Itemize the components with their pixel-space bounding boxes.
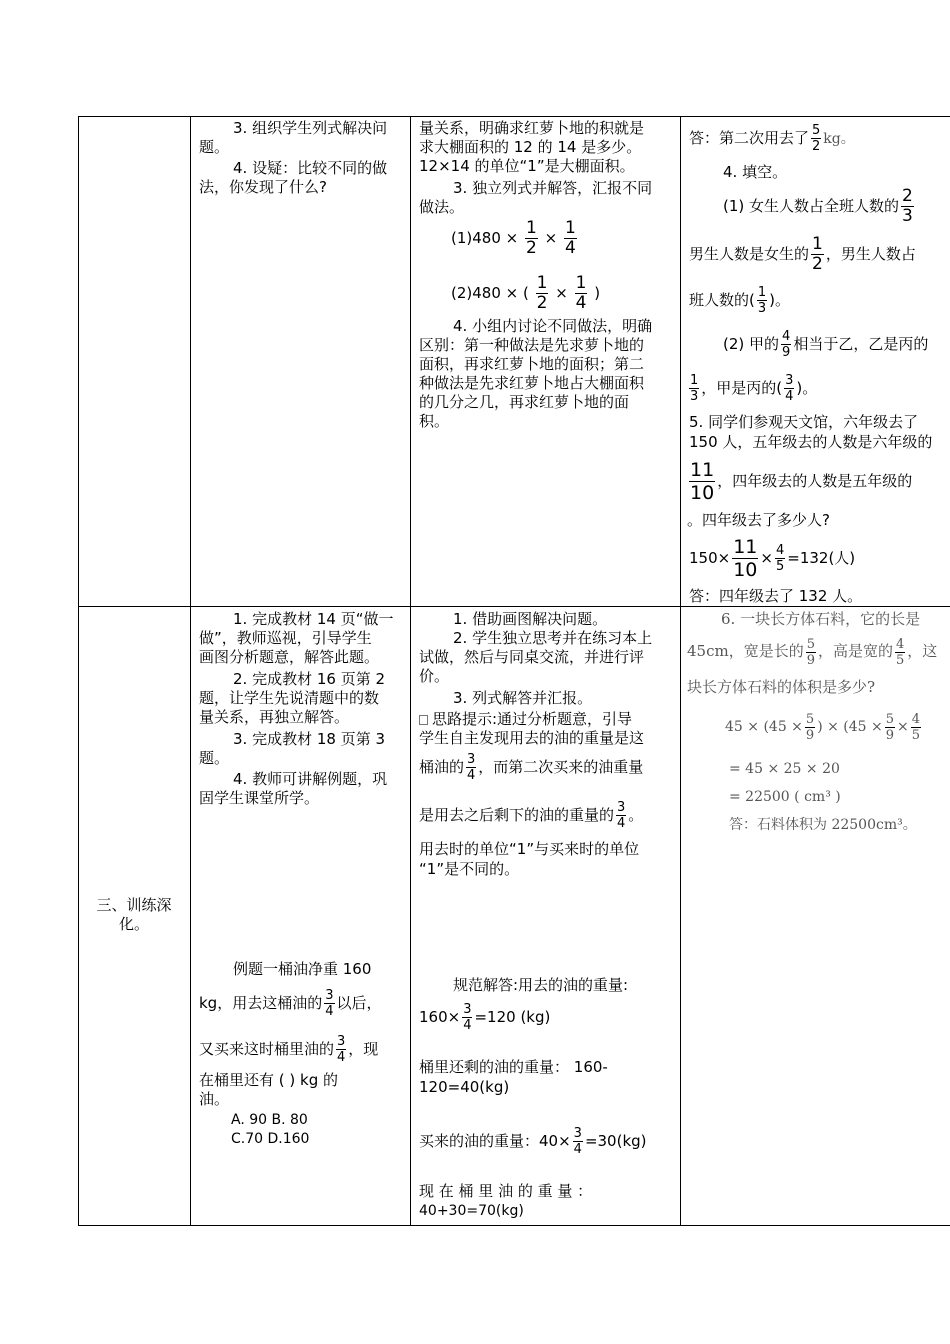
text-line: 3. 列式解答并汇报。 xyxy=(453,689,593,707)
stage-title: 化。 xyxy=(118,915,149,933)
text-line: 4. 教师可讲解例题，巩 xyxy=(233,770,388,788)
formula-2 xyxy=(451,274,600,313)
question-line: 6. 一块长方体石料，它的长是 xyxy=(721,610,921,628)
text-line: 3. 完成教材 18 页第 3 xyxy=(233,730,386,748)
row1-teacher-cell xyxy=(195,119,407,599)
text-line: 量关系，明确求红萝卜地的积就是 xyxy=(419,119,645,137)
fraction: $\frac{5}{9}$ xyxy=(805,711,815,743)
fraction: $\frac{4}{5}$ xyxy=(896,636,905,668)
answer-line: 答：石料体积为 22500cm³。 xyxy=(729,817,917,833)
calc-line: 45 × (45 × $\frac{5}{9}$ ) × (45 × $\frac{5}{9}$ × $\frac{4}{5}$ xyxy=(725,711,921,743)
fraction: $\frac{3}{4}$ xyxy=(325,988,334,1019)
answer-line: 答：四年级去了 132 人。 xyxy=(689,587,863,604)
question-title: 4. 填空。 xyxy=(723,163,788,181)
text-line: 积。 xyxy=(419,412,450,430)
text-line: 思路提示:通过分析题意，引导 xyxy=(419,710,632,729)
answer-line: 答：第二次用去了 $\frac{5}{2}$ kg。 xyxy=(689,123,855,154)
fraction: $\frac{3}{4}$ xyxy=(785,373,794,404)
row-divider xyxy=(78,606,950,607)
formula-text: (2)480 × ( xyxy=(451,284,529,302)
text-line: 做法。 xyxy=(419,198,465,216)
solution-line: 现 在 桶 里 油 的 重 量 ： xyxy=(419,1182,593,1200)
question-line: 男生人数是女生的 $\frac{1}{2}$ ，男生人数占 xyxy=(689,234,916,274)
question-line: 。四年级去了多少人? xyxy=(687,511,830,529)
text-line: 试做，然后与同桌交流，并进行评 xyxy=(419,648,645,666)
fraction: $\frac{2}{3}$ xyxy=(902,186,913,226)
question-line: 45cm，宽是长的 $\frac{5}{9}$ ，高是宽的 $\frac{4}{5}$ ，这 xyxy=(687,636,938,668)
solution-line: 桶里还剩的油的重量： 160- xyxy=(419,1058,608,1076)
fraction: $\frac{4}{5}$ xyxy=(911,711,921,743)
table-border-bottom xyxy=(78,1225,950,1226)
text-line: 3. 组织学生列式解决问 xyxy=(233,119,388,137)
fraction: $\frac{4}{9}$ xyxy=(782,329,791,360)
fraction: $\frac{5}{9}$ xyxy=(885,711,895,743)
question-line: 块长方体石料的体积是多少? xyxy=(687,678,876,696)
formula-text: (1)480 × xyxy=(451,229,519,247)
fraction: $\frac{11}{10}$ xyxy=(690,459,715,504)
question-line: (2) 甲的 $\frac{4}{9}$ 相当于乙，乙是丙的 xyxy=(723,329,929,360)
text-line: 用去时的单位“1”与买来时的单位 xyxy=(419,840,640,858)
fraction: $\frac{1}{2}$ xyxy=(812,234,823,274)
example-line: 例题一桶油净重 160 xyxy=(233,960,372,978)
text-line: 量关系，再独立解答。 xyxy=(199,708,350,726)
text-line: 的几分之几，再求红萝卜地的面 xyxy=(419,393,630,411)
option-line: C.70 D.160 xyxy=(231,1131,310,1147)
row2-student-cell xyxy=(415,610,677,1222)
calc-line: = 22500 ( cm³ ) xyxy=(729,789,841,805)
text-line: 是用去之后剩下的油的重量的 $\frac{3}{4}$ 。 xyxy=(419,800,644,831)
text-line: “1”是不同的。 xyxy=(419,860,520,878)
table-border-top xyxy=(78,116,950,117)
calc-line: = 45 × 25 × 20 xyxy=(729,761,840,777)
question-line: 150 人，五年级去的人数是六年级的 xyxy=(689,433,933,451)
col-divider xyxy=(410,116,411,1226)
text-line: 题，让学生先说清题中的数 xyxy=(199,689,380,707)
text-line: 1. 借助画图解决问题。 xyxy=(453,610,608,628)
text-line: 4. 小组内讨论不同做法，明确 xyxy=(453,317,653,335)
text-line: 桶油的 $\frac{3}{4}$ ，而第二次买来的油重量 xyxy=(419,752,644,783)
fraction: $\frac{3}{4}$ xyxy=(463,1002,472,1033)
formula-text: × xyxy=(555,284,568,302)
text-line: 题。 xyxy=(199,749,230,767)
row1-exercise-cell xyxy=(685,119,950,604)
fraction: $\frac{3}{4}$ xyxy=(573,1126,582,1157)
solution-line: 40+30=70(kg) xyxy=(419,1203,524,1219)
example-line: 油。 xyxy=(199,1090,230,1108)
row2-exercise-cell xyxy=(685,610,950,1222)
calc-line: 150× $\frac{11}{10}$ × $\frac{4}{5}$ =132(人) xyxy=(689,536,856,581)
question-line: (1) 女生人数占全班人数的 $\frac{2}{3}$ xyxy=(723,186,913,226)
lesson-table xyxy=(78,116,950,1226)
checkbox-icon xyxy=(419,715,428,725)
fraction: $\frac{3}{4}$ xyxy=(467,752,476,783)
fraction: $\frac{1}{2}$ xyxy=(526,218,537,258)
text-line: 固学生课堂所学。 xyxy=(199,789,320,807)
text-line: 2. 学生独立思考并在练习本上 xyxy=(453,629,653,647)
stage-title: 三、训练深 xyxy=(96,896,172,914)
text-line: 区别：第一种做法是先求萝卜地的 xyxy=(419,336,645,354)
example-line: 在桶里还有 ( ) kg 的 xyxy=(199,1071,338,1089)
fraction: $\frac{5}{9}$ xyxy=(806,636,815,668)
question-line: 5. 同学们参观天文馆，六年级去了 xyxy=(689,413,919,431)
fraction: $\frac{1}{3}$ xyxy=(690,373,699,404)
fraction: $\frac{3}{4}$ xyxy=(337,1034,346,1065)
example-line: kg，用去这桶油的 $\frac{3}{4}$ 以后， xyxy=(199,988,382,1019)
solution-line: 规范解答:用去的油的重量: xyxy=(453,976,629,994)
text-line: 4. 设疑：比较不同的做 xyxy=(233,159,388,177)
text-line: 题。 xyxy=(199,138,230,156)
fraction: $\frac{1}{3}$ xyxy=(757,285,767,316)
solution-line: 160× $\frac{3}{4}$ =120 (kg) xyxy=(419,1002,551,1033)
text-line: 学生自主发现用去的油的重量是这 xyxy=(419,729,645,747)
row2-teacher-cell xyxy=(195,610,407,1222)
fraction: $\frac{1}{4}$ xyxy=(564,218,576,258)
solution-line: 买来的油的重量：40× $\frac{3}{4}$ =30(kg) xyxy=(419,1126,647,1157)
text-line: 12×14 的单位“1”是大棚面积。 xyxy=(419,157,635,175)
text-line: 1. 完成教材 14 页“做一 xyxy=(233,610,394,628)
question-line: $\frac{1}{3}$ ，甲是丙的( $\frac{3}{4}$ )。 xyxy=(690,373,818,404)
row1-student-cell xyxy=(415,119,677,604)
text-line: 法，你发现了什么? xyxy=(199,178,327,196)
text-line: 面积，再求红萝卜地的面积；第二 xyxy=(419,355,645,373)
text-line: 3. 独立列式并解答，汇报不同 xyxy=(453,179,653,197)
fraction: $\frac{3}{4}$ xyxy=(617,800,626,831)
text-line: 画图分析题意，解答此题。 xyxy=(199,648,380,666)
fraction: $\frac{1}{4}$ xyxy=(575,273,587,313)
formula-1 xyxy=(451,219,579,258)
solution-line: 120=40(kg) xyxy=(419,1078,510,1096)
formula-text: × xyxy=(544,229,558,247)
text-line: 2. 完成教材 16 页第 2 xyxy=(233,670,386,688)
text-line: 种做法是先求红萝卜地占大棚面积 xyxy=(419,374,645,392)
formula-text: ) xyxy=(594,284,601,302)
fraction: $\frac{4}{5}$ xyxy=(775,543,785,574)
fraction: $\frac{5}{2}$ xyxy=(812,123,821,154)
col-divider xyxy=(680,116,681,1226)
example-line: 又买来这时桶里油的 $\frac{3}{4}$ ，现 xyxy=(199,1034,379,1065)
col-divider xyxy=(78,116,79,1226)
col-divider xyxy=(190,116,191,1226)
text-line: 做”，教师巡视，引导学生 xyxy=(199,629,372,647)
question-line: $\frac{11}{10}$ ，四年级去的人数是五年级的 xyxy=(690,459,913,504)
stage-label xyxy=(80,896,188,946)
fraction: $\frac{11}{10}$ xyxy=(733,536,758,581)
fraction: $\frac{1}{2}$ xyxy=(536,273,548,313)
option-line: A. 90 B. 80 xyxy=(231,1112,308,1128)
text-line: 价。 xyxy=(419,667,450,685)
question-line: 班人数的( $\frac{1}{3}$ )。 xyxy=(689,285,790,316)
text-line: 求大棚面积的 12 的 14 是多少。 xyxy=(419,138,642,156)
